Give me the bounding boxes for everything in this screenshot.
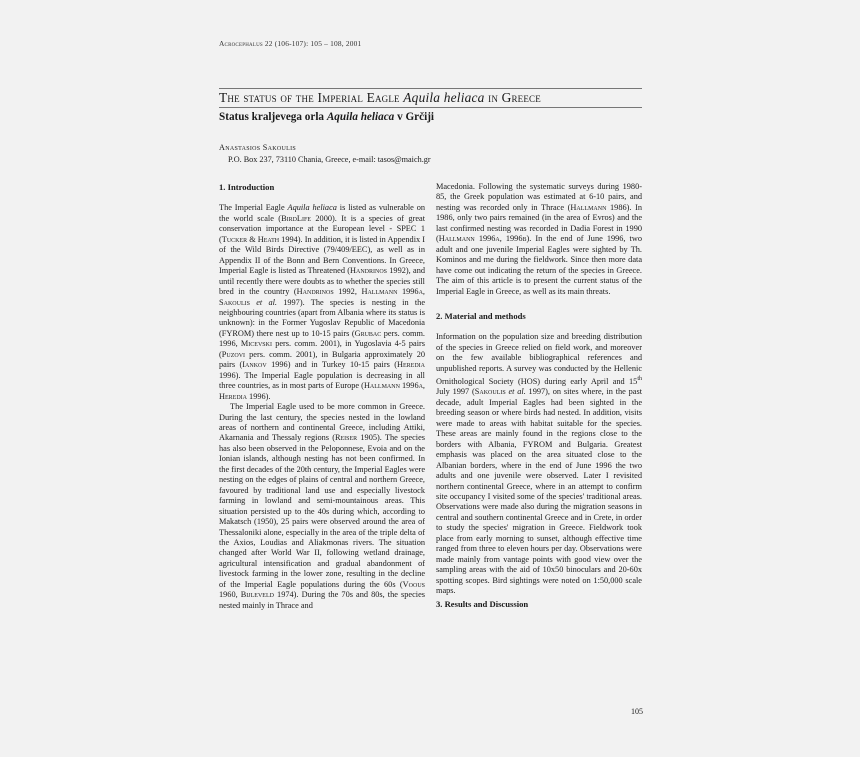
intro-continuation: Macedonia. Following the systematic surveys during 1980-85, the Greek population was estimated at 6-10 pairs, and nesting was recorded only in Thrace (Hallmann 1986). In 1986, only two pairs remained (in the area of Evros) and the last confirmed nesting was recorded in Dadia Forest in 1990 (Hallmann 1996a, 1996b). In the end of June 1996, two adult and one juvenile Imperial Eagles were sighted by Th. Kominos and me during the fieldwork. Since then more data have come out indicating the return of the species in Greece. The aim of this article is to present the current status of the Imperial Eagle in Greece, as well as its main threats. <box>436 182 643 296</box>
title-species: Aquila heliaca <box>403 90 485 105</box>
intro-paragraph-1: The Imperial Eagle Aquila heliaca is listed as vulnerable on the world scale (BirdLife 2000). It is a species of great conservation importance at the European level - SPEC 1 (Tucker & Heath 1994). In addition, it is listed in Appendix I of the Wild Birds Directive (79/409/EEC), as well as in Appendix II of the Bonn and Bern Conventions. In Greece, Imperial Eagle is listed as Threatened (Handrinos 1992), and until recently there were doubts as to whether the species still bred in the country (Handrinos 1992, Hallmann 1996a, Sakoulis et al. 1997). The species is nesting in the neighbouring countries (apart from Albania where its status is unknown): in the Former Yugoslav Republic of Macedonia (FYROM) there nest up to 10-15 pairs (Grubac pers. comm. 1996, Micevski pers. comm. 2001), in Yugoslavia 4-5 pairs (Puzovi pers. comm. 2001), in Bulgaria approximately 20 pairs (Iankov 1996) and in Turkey 10-15 pairs (Heredia 1996). The Imperial Eagle population is decreasing in all three countries, as in most parts of Europe (Hallmann 1996a, Heredia 1996). <box>219 203 426 401</box>
methods-paragraph: Information on the population size and breeding distribution of the species in Greece relied on field work, and moreover on the few available bibliographical references and unpublished reports. A survey was conducted by the Hellenic Ornithological Society (HOS) during early April and 15th July 1997 (Sakoulis et al. 1997), on sites where, in the past decade, adult Imperial Eagles had been sighted in the breeding season or where birds had nested. In addition, visits were made to areas with habitat suitable for the species. These areas are mainly found in the regions close to the borders with Albania, FYROM and Bulgaria. Greatest emphasis was placed on the area situated close to the Albanian borders, where in the end of June 1996 the two adults and one juvenile were observed. Later I revisited northern continental Greece, where in an attempt to confirm site occupancy I visited some of the species' traditional areas. Observations were made also during the migration seasons in central and southern continental Greece and in Crete, in order to study the species' migration in Greece. Fieldwork took place from early morning to sunset, although effective time ranged from three to eleven hours per day. Observations were made mainly from vantage points with good view over the sampling areas with the aid of 10x50 binoculars and 20-60x spotting scopes. Bird sightings were noted on 1:50,000 scale maps. <box>436 332 642 596</box>
methods-heading: 2. Material and methods <box>436 310 526 321</box>
intro-paragraph-2: The Imperial Eagle used to be more common in Greece. During the last century, the species nested in the lowland areas of northern and continental Greece, including Attiki, Akarnania and Thessaly regions (Reiser 1905). The species has also been observed in the Peloponnese, Evoia and on the Ionian islands, although nesting has not been confirmed. In the first decades of the 20th century, the Imperial Eagles were nesting on the edges of plains of central and northern Greece, favoured by traditional land use and especially livestock farming in lowland and semi-mountainous areas. This situation persisted up to the 40s during which, according to Makatsch (1950), 25 pairs were observed around the area of Thessaloniki alone, especially in the area of the triple delta of the Axios, Loudias and Aliakmonas rivers. The situation changed after World War II, following wetland drainage, agricultural intensification and gradual abandonment of livestock farming in the lower zone, resulting in the decline of the Imperial Eagle populations during the 60s (Voous 1960, Bijleveld 1974). During the 70s and 80s, the species nested mainly in Thrace and <box>219 402 426 610</box>
results-heading: 3. Results and Discussion <box>436 598 529 609</box>
title-rule-bottom <box>219 107 642 108</box>
subtitle-text: Status kraljevega orla <box>219 111 327 123</box>
page-number: 105 <box>631 707 643 716</box>
running-head: Acrocephalus 22 (106-107): 105 – 108, 2001 <box>219 39 362 48</box>
subtitle-text-end: v Grčiji <box>394 111 435 123</box>
introduction-heading: 1. Introduction <box>219 182 275 192</box>
right-column <box>436 182 642 620</box>
title-text-end: in Greece <box>484 90 541 105</box>
left-column <box>219 182 425 611</box>
title-text: The status of the Imperial Eagle <box>219 90 404 105</box>
author-name: Anastasios Sakoulis <box>219 143 297 152</box>
subtitle-species: Aquila heliaca <box>326 111 395 123</box>
spacer <box>436 297 642 311</box>
title-rule-top <box>219 88 642 89</box>
article-title <box>219 90 642 106</box>
article-subtitle <box>219 110 642 124</box>
author-address: P.O. Box 237, 73110 Chania, Greece, e-mail: tasos@maich.gr <box>228 155 431 164</box>
